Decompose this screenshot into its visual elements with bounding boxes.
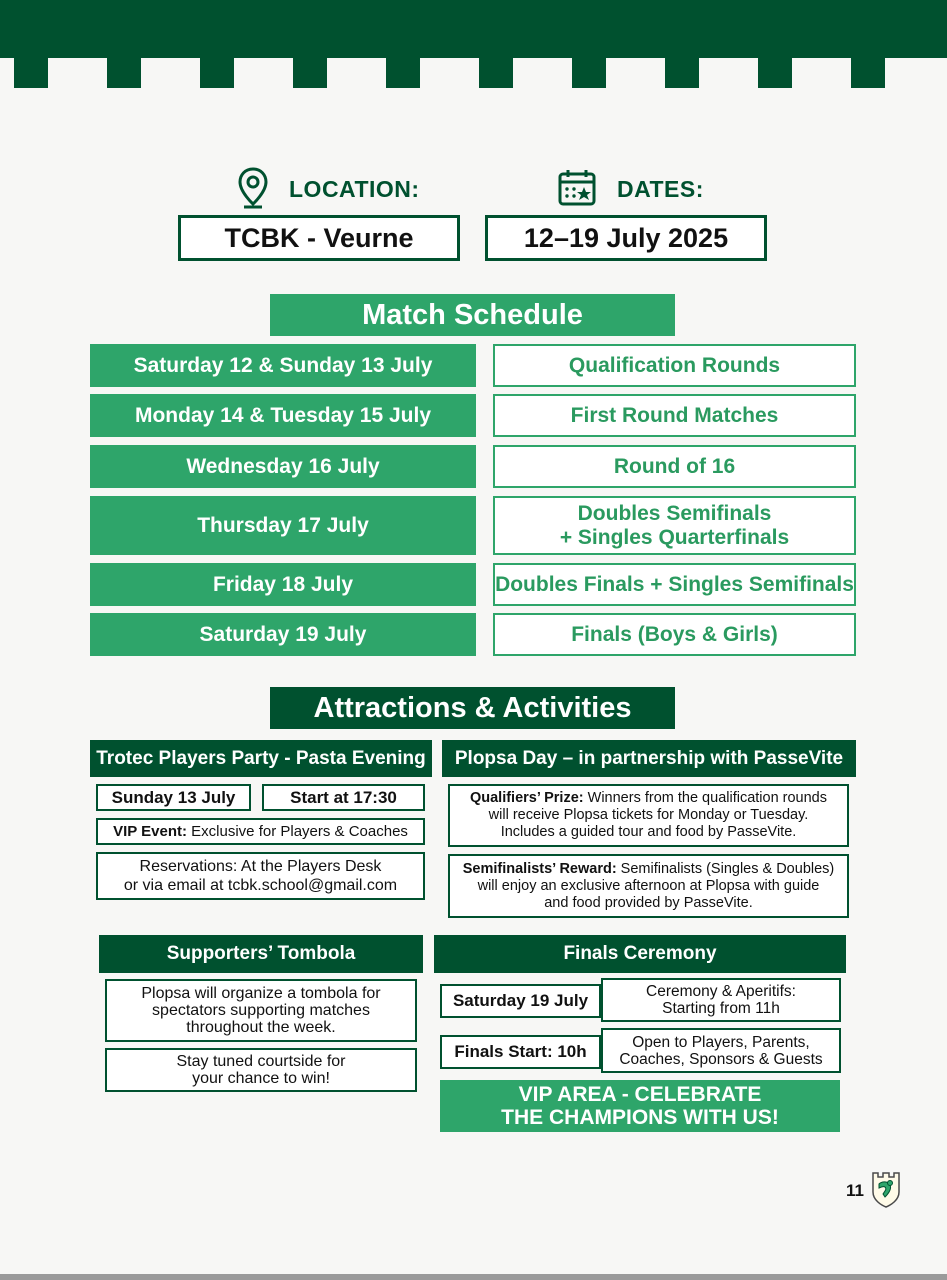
schedule-event: Qualification Rounds bbox=[493, 344, 856, 387]
reservations-line: Reservations: At the Players Desk bbox=[139, 858, 382, 875]
schedule-event: Finals (Boys & Girls) bbox=[493, 613, 856, 656]
ceremony-title: Finals Ceremony bbox=[434, 935, 846, 973]
tombola-info bbox=[105, 979, 417, 1042]
qualifiers-text: will receive Plopsa tickets for Monday or Tuesday. bbox=[488, 807, 809, 823]
ceremony-line: Starting from 11h bbox=[662, 1000, 780, 1017]
banner-tooth bbox=[479, 58, 513, 88]
schedule-event: First Round Matches bbox=[493, 394, 856, 437]
semifinalists-text: Semifinalists (Singles & Doubles) bbox=[616, 860, 835, 877]
qualifiers-prize bbox=[448, 784, 849, 847]
tombola-title: Supporters’ Tombola bbox=[99, 935, 423, 973]
vip-area-banner bbox=[440, 1080, 840, 1132]
banner-tooth bbox=[851, 58, 885, 88]
party-vip-event bbox=[96, 818, 425, 845]
schedule-day: Monday 14 & Tuesday 15 July bbox=[90, 394, 476, 437]
plopsa-title: Plopsa Day – in partnership with PasseVite bbox=[442, 740, 856, 777]
banner-tooth bbox=[758, 58, 792, 88]
qualifiers-label: Qualifiers’ Prize: bbox=[469, 790, 584, 806]
schedule-day: Friday 18 July bbox=[90, 563, 476, 606]
schedule-event bbox=[493, 496, 856, 555]
ceremony-open-to bbox=[601, 1028, 841, 1073]
banner-tooth bbox=[293, 58, 327, 88]
schedule-title: Match Schedule bbox=[270, 294, 675, 336]
tombola-stay-tuned bbox=[105, 1048, 417, 1092]
party-time: Start at 17:30 bbox=[262, 784, 425, 811]
qualifiers-text: Winners from the qualification rounds bbox=[583, 790, 828, 806]
ceremony-date: Saturday 19 July bbox=[440, 984, 601, 1018]
club-crest-icon bbox=[871, 1170, 901, 1208]
map-pin-icon bbox=[236, 166, 270, 210]
dates-label: DATES: bbox=[617, 176, 704, 202]
semifinalists-text: will enjoy an exclusive afternoon at Plopsa with guide bbox=[477, 877, 820, 894]
semifinalists-reward bbox=[448, 854, 849, 918]
schedule-day: Thursday 17 July bbox=[90, 496, 476, 555]
party-title: Trotec Players Party - Pasta Evening bbox=[90, 740, 432, 777]
banner-tooth bbox=[14, 58, 48, 88]
banner-tooth bbox=[572, 58, 606, 88]
schedule-event-line: Doubles Semifinals bbox=[577, 501, 772, 525]
tombola-line: spectators supporting matches bbox=[152, 1002, 370, 1019]
banner-tooth bbox=[107, 58, 141, 88]
open-to-line: Coaches, Sponsors & Guests bbox=[619, 1050, 823, 1068]
party-reservations bbox=[96, 852, 425, 900]
tombola-line: Plopsa will organize a tombola for bbox=[141, 985, 381, 1002]
attractions-title: Attractions & Activities bbox=[270, 687, 675, 729]
party-date: Sunday 13 July bbox=[96, 784, 251, 811]
reservations-line: or via email at tcbk.school@gmail.com bbox=[123, 877, 398, 894]
semifinalists-text: and food provided by PasseVite. bbox=[544, 894, 753, 911]
banner-tooth bbox=[200, 58, 234, 88]
page-number: 11 bbox=[846, 1181, 864, 1200]
banner-tooth bbox=[386, 58, 420, 88]
schedule-event-line: + Singles Quarterfinals bbox=[559, 525, 790, 549]
schedule-event: Doubles Finals + Singles Semifinals bbox=[493, 563, 856, 606]
stay-tuned-line: Stay tuned courtside for bbox=[176, 1053, 346, 1070]
location-value: TCBK - Veurne bbox=[178, 215, 460, 261]
vip-area-line: THE CHAMPIONS WITH US! bbox=[501, 1106, 779, 1129]
open-to-line: Open to Players, Parents, bbox=[632, 1033, 810, 1051]
stay-tuned-line: your chance to win! bbox=[192, 1070, 330, 1087]
schedule-day: Wednesday 16 July bbox=[90, 445, 476, 488]
tombola-line: throughout the week. bbox=[186, 1019, 336, 1036]
banner-tooth bbox=[665, 58, 699, 88]
ceremony-aperitifs bbox=[601, 978, 841, 1022]
vip-event-text: Exclusive for Players & Coaches bbox=[187, 823, 408, 840]
schedule-day: Saturday 19 July bbox=[90, 613, 476, 656]
schedule-event: Round of 16 bbox=[493, 445, 856, 488]
schedule-day: Saturday 12 & Sunday 13 July bbox=[90, 344, 476, 387]
dates-value: 12–19 July 2025 bbox=[485, 215, 767, 261]
vip-area-line: VIP AREA - CELEBRATE bbox=[518, 1083, 762, 1106]
finals-start: Finals Start: 10h bbox=[440, 1035, 601, 1069]
top-banner bbox=[0, 0, 947, 58]
calendar-icon bbox=[557, 168, 599, 208]
location-label: LOCATION: bbox=[289, 176, 420, 202]
semifinalists-label: Semifinalists’ Reward: bbox=[462, 860, 617, 877]
vip-event-label: VIP Event: bbox=[113, 823, 187, 840]
page-bottom-edge bbox=[0, 1274, 947, 1280]
qualifiers-text: Includes a guided tour and food by PasseVite. bbox=[500, 824, 797, 840]
ceremony-line: Ceremony & Aperitifs: bbox=[646, 983, 796, 1000]
